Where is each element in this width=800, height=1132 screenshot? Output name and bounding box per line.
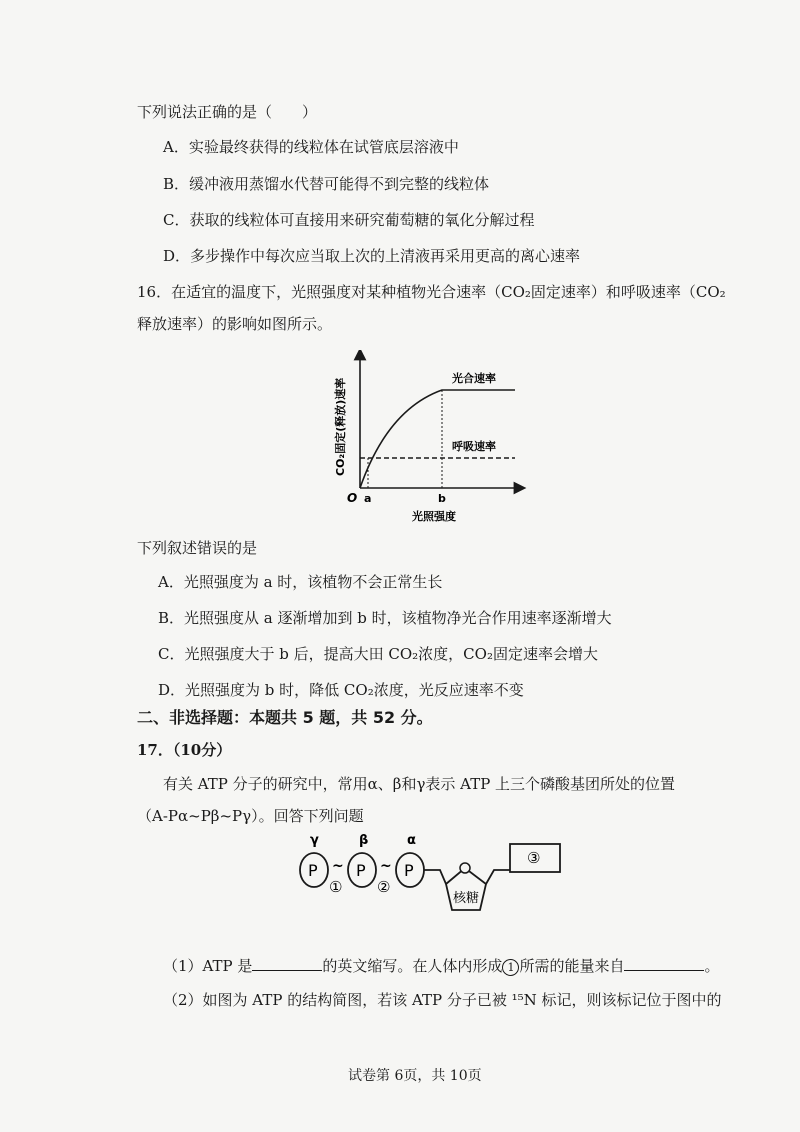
ring-oxygen-circle [460,863,470,873]
q16-chart [320,350,530,525]
sub1-end: 。 [704,957,720,975]
q17-sub1 [163,955,719,976]
q15-stem: 下列说法正确的是（ ） [137,103,318,121]
sub1-part-a: （1）ATP 是 [163,957,253,975]
section-heading: 二、非选择题：本题共 5 题，共 52 分。 [137,708,433,727]
q17-line1: 有关 ATP 分子的研究中，常用α、β和γ表示 ATP 上三个磷酸基团所处的位置 [163,775,676,793]
mark-1: ① [329,878,343,896]
q16-line2: 释放速率）的影响如图所示。 [137,315,333,333]
beta-label: β [359,833,369,848]
phosphate-sugar-link [424,870,446,884]
alpha-label: α [407,833,416,848]
curve1-label: 光合速率 [452,372,496,385]
q16-option-c: C．光照强度大于 b 后，提高大田 CO₂浓度，CO₂固定速率会增大 [158,645,598,663]
q16-option-b: B．光照强度从 a 逐渐增加到 b 时，该植物净光合作用速率逐渐增大 [158,609,612,627]
tick-a-label: a [364,492,372,505]
answer-blank-1[interactable] [252,955,322,971]
q17-sub2: （2）如图为 ATP 的结构简图，若该 ATP 分子已被 ¹⁵N 标记，则该标记位于图中的 [163,991,722,1009]
sub1-part-c: 所需的能量来自 [519,957,625,975]
tick-b-label: b [438,492,446,505]
sugar-base-link [486,870,510,884]
bond-2: ~ [380,858,392,874]
page-footer: 试卷第 6页，共 10页 [348,1068,482,1084]
q16-stem: 下列叙述错误的是 [137,539,258,557]
ribose-label: 核糖 [453,891,480,906]
origin-label: O [347,491,358,505]
q16-line1: 16．在适宜的温度下，光照强度对某种植物光合速率（CO₂固定速率）和呼吸速率（CO₂ [137,283,726,301]
q15-option-c: C．获取的线粒体可直接用来研究葡萄糖的氧化分解过程 [163,211,535,229]
gamma-label: γ [310,833,319,848]
sub1-circle-mark: 1 [502,959,519,976]
q16-option-a: A．光照强度为 a 时，该植物不会正常生长 [158,573,443,591]
p-gamma: P [308,861,318,880]
q15-option-d: D．多步操作中每次应当取上次的上清液再采用更高的离心速率 [163,247,581,265]
atp-diagram [290,828,565,938]
q17-header: 17．（10分） [137,741,232,759]
p-beta: P [356,861,366,880]
q16-option-d: D．光照强度为 b 时，降低 CO₂浓度，光反应速率不变 [158,681,524,699]
p-alpha: P [404,861,414,880]
q15-option-a: A．实验最终获得的线粒体在试管底层溶液中 [163,138,459,156]
q17-line2: （A-Pα~Pβ~Pγ）。回答下列问题 [137,807,364,825]
x-axis-label: 光照强度 [412,510,456,523]
sub1-part-b: 的英文缩写。在人体内形成 [322,957,503,975]
mark-3: ③ [527,849,541,867]
mark-2: ② [377,878,391,896]
y-axis-label: CO₂固定(释放)速率 [334,377,347,476]
answer-blank-2[interactable] [624,955,704,971]
bond-1: ~ [332,858,344,874]
photosynthesis-curve [360,390,515,488]
q15-option-b: B．缓冲液用蒸馏水代替可能得不到完整的线粒体 [163,175,490,193]
curve2-label: 呼吸速率 [452,440,496,453]
